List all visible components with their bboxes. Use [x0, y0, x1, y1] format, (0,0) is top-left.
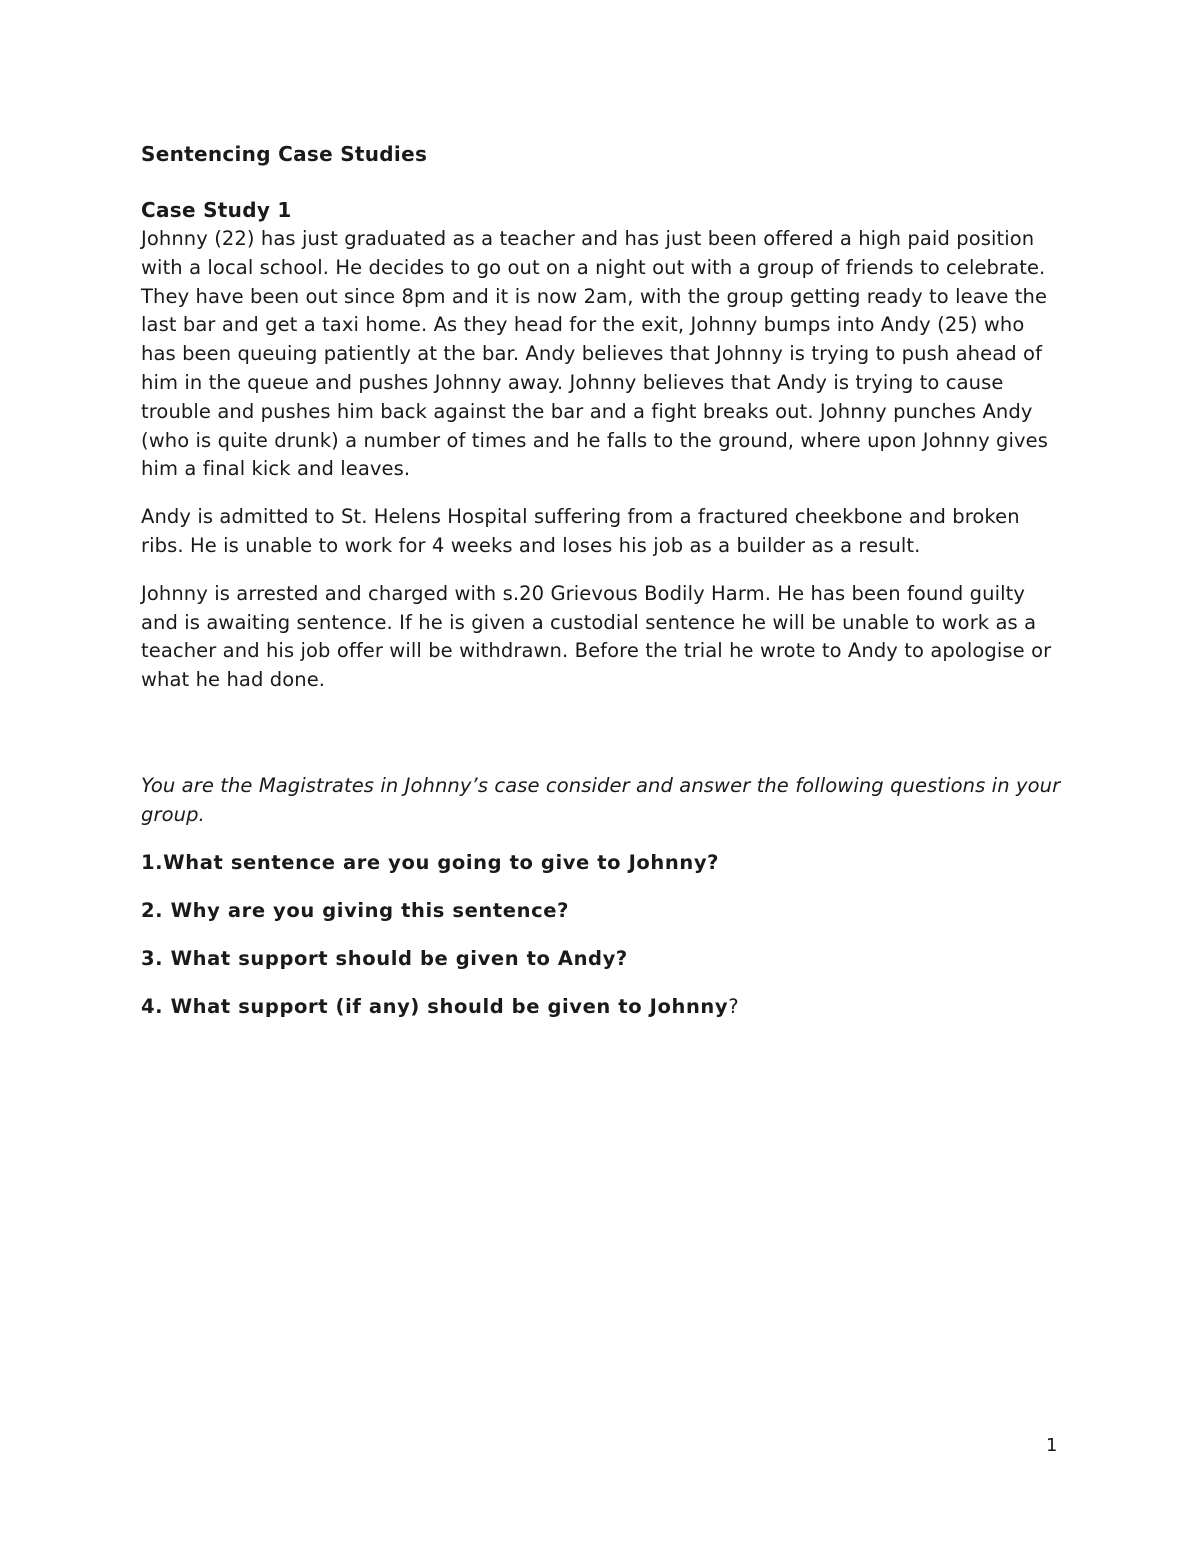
- page-number: 1: [1046, 1435, 1058, 1456]
- document-body: [141, 139, 1061, 1040]
- document-title: Sentencing Case Studies: [141, 142, 428, 166]
- question-4: [141, 992, 1061, 1021]
- section-spacer: [141, 714, 1061, 771]
- question-3: [141, 944, 1061, 973]
- case-paragraph-1: Johnny (22) has just graduated as a teacher and has just been offered a high paid position with a local school. He decides to go out on a night out with a group of friends to celebrate. They have been out since 8pm and it is now 2am, with the group getting ready to leave the last bar and get a taxi home. As they head for the exit, Johnny bumps into Andy (25) who has been queuing patiently at the bar. Andy believes that Johnny is trying to push ahead of him in the queue and pushes Johnny away. Johnny believes that Andy is trying to cause trouble and pushes him back against the bar and a fight breaks out. Johnny punches Andy (who is quite drunk) a number of times and he falls to the ground, where upon Johnny gives him a final kick and leaves.: [141, 227, 1048, 481]
- case-study-heading: Case Study 1: [141, 198, 292, 222]
- question-text: 3. What support should be given to Andy?: [141, 946, 628, 970]
- case-paragraph-3: Johnny is arrested and charged with s.20 Grievous Bodily Harm. He has been found guilty and is awaiting sentence. If he is given a custodial sentence he will be unable to work as a teacher and his job offer will be withdrawn. Before the trial he wrote to Andy to apologise or what he had done.: [141, 581, 1052, 692]
- question-text: 4. What support (if any) should be given to Johnny: [141, 994, 729, 1018]
- question-2: [141, 896, 1061, 925]
- question-1: [141, 848, 1061, 877]
- question-trail: ?: [728, 994, 740, 1018]
- magistrates-instruction: You are the Magistrates in Johnny’s case consider and answer the following questions in your group.: [141, 773, 1061, 826]
- case-paragraph-2: Andy is admitted to St. Helens Hospital suffering from a fractured cheekbone and broken ribs. He is unable to work for 4 weeks and loses his job as a builder as a result.: [141, 505, 1020, 557]
- question-text: 2. Why are you giving this sentence?: [141, 898, 570, 922]
- question-text: 1.What sentence are you going to give to Johnny?: [141, 850, 720, 874]
